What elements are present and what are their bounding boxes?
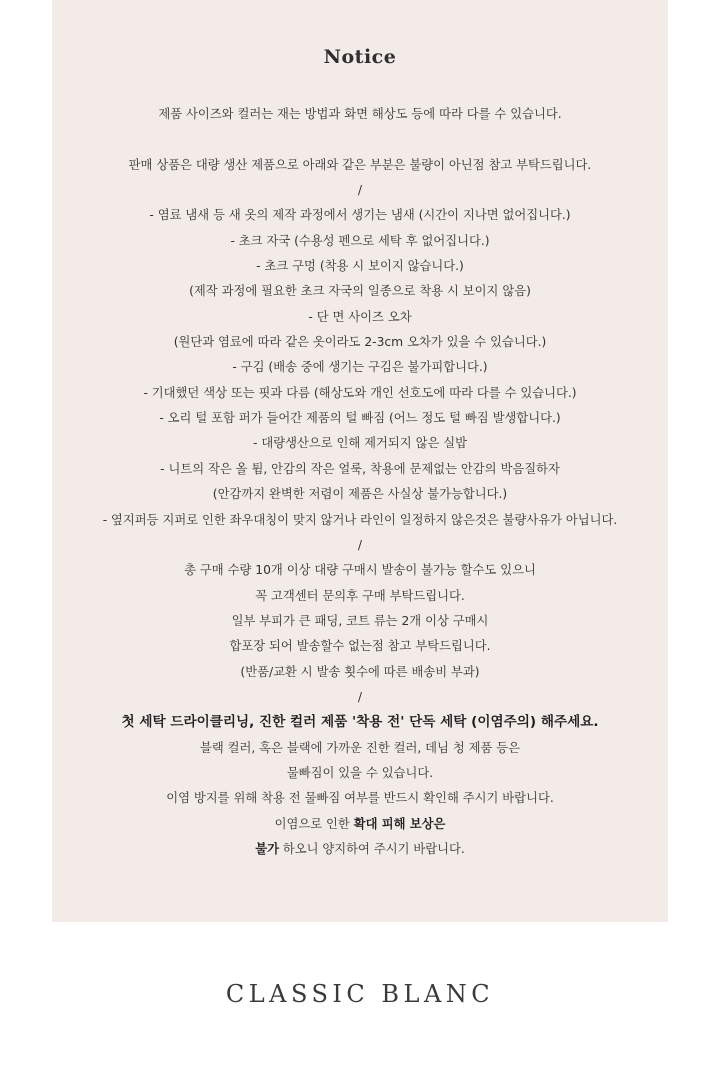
notice-line: - 대량생산으로 인해 제거되지 않은 실밥 — [252, 436, 468, 451]
notice-panel — [52, 0, 668, 922]
notice-line: 꼭 고객센터 문의후 구매 부탁드립니다. — [255, 588, 465, 603]
notice-line: (반품/교환 시 발송 횟수에 따른 배송비 부과) — [240, 664, 480, 679]
notice-line: - 오리 털 포함 퍼가 들어간 제품의 털 빠짐 (어느 정도 털 빠짐 발생합니다.) — [159, 411, 561, 426]
notice-line: - 구김 (배송 중에 생기는 구김은 불가피합니다.) — [232, 360, 488, 375]
notice-line: (제작 과정에 필요한 초크 자국의 일종으로 착용 시 보이지 않음) — [189, 284, 531, 299]
final-bold: 불가 — [255, 841, 279, 856]
notice-line: - 염료 냄새 등 새 옷의 제작 과정에서 생기는 냄새 (시간이 지나면 없어집니다.) — [149, 208, 571, 223]
notice-line: - 초크 구멍 (착용 시 보이지 않습니다.) — [256, 259, 464, 274]
final-line — [52, 837, 668, 862]
notice-separator: / — [357, 689, 363, 704]
final-suffix: 하오니 양지하여 주시기 바랍니다. — [278, 841, 465, 856]
notice-line: - 옆지퍼등 지퍼로 인한 좌우대칭이 맞지 않거나 라인이 일정하지 않은것은 불량사유가 아닙니다. — [102, 512, 618, 527]
notice-line: 블랙 컬러, 혹은 블랙에 가까운 진한 컬러, 데님 청 제품 등은 — [199, 740, 521, 755]
notice-line: (원단과 염료에 따라 같은 옷이라도 2-3cm 오차가 있을 수 있습니다.) — [173, 335, 547, 350]
notice-line: - 니트의 작은 올 튐, 안감의 작은 얼룩, 착용에 문제없는 안감의 박음질하자 — [160, 461, 560, 476]
notice-line: 총 구매 수량 10개 이상 대량 구매시 발송이 불가능 할수도 있으니 — [184, 563, 536, 578]
notice-line: - 초크 자국 (수용성 펜으로 세탁 후 없어집니다.) — [230, 233, 490, 248]
notice-line: 물빠짐이 있을 수 있습니다. — [286, 765, 434, 780]
compensation-bold: 확대 피해 보상은 — [353, 816, 446, 831]
notice-line: - 단 면 사이즈 오차 — [308, 309, 412, 324]
notice-line — [52, 127, 668, 152]
notice-body — [52, 102, 668, 862]
compensation-line — [52, 812, 668, 837]
notice-separator: / — [357, 537, 363, 552]
notice-line: - 기대했던 색상 또는 핏과 다름 (해상도와 개인 선호도에 따라 다를 수 있습니다.) — [143, 385, 577, 400]
notice-separator: / — [357, 183, 363, 198]
notice-line: 일부 부피가 큰 패딩, 코트 류는 2개 이상 구매시 — [231, 613, 489, 628]
washing-warning: 첫 세탁 드라이클리닝, 진한 컬러 제품 '착용 전' 단독 세탁 (이염주의) 해주세요. — [121, 714, 599, 731]
brand-logo: CLASSIC BLANC — [225, 980, 495, 1008]
notice-line: 제품 사이즈와 컬러는 재는 방법과 화면 해상도 등에 따라 다를 수 있습니다. — [158, 107, 562, 121]
notice-line: 판매 상품은 대량 생산 제품으로 아래와 같은 부분은 불량이 아닌점 참고 부탁드립니다. — [128, 157, 592, 172]
notice-line: 합포장 되어 발송할수 없는점 참고 부탁드립니다. — [229, 639, 491, 654]
notice-line: 이염 방지를 위해 착용 전 물빠짐 여부를 반드시 확인해 주시기 바랍니다. — [166, 791, 554, 806]
notice-title: Notice — [323, 46, 397, 68]
notice-line: (안감까지 완벽한 저렴이 제품은 사실상 불가능합니다.) — [212, 487, 508, 502]
compensation-prefix: 이염으로 인한 — [274, 816, 354, 831]
